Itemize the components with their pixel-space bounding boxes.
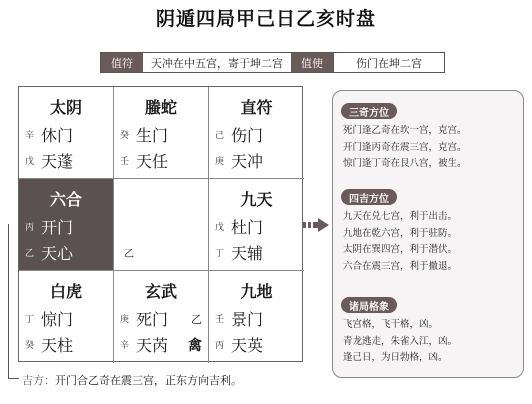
heaven-stem: 壬 [215,315,225,325]
palace-center5 [114,179,209,271]
earth-stem: 庚 [215,157,225,167]
heaven-stem: 辛 [25,131,35,141]
zhifu-label: 值符 [101,53,143,72]
star-name: 天任 [136,152,169,171]
heaven-stem: 癸 [120,131,130,141]
auspicious-direction-note [22,372,242,388]
palace-kun2 [209,87,304,179]
meta-bar [100,52,445,73]
star-name: 天蓬 [41,152,74,171]
earth-stem: 丙 [215,341,225,351]
heaven-stem: 丙 [25,223,35,233]
palace-kan1 [114,271,209,363]
footer-text: 开门合乙奇在震三宫，正东方向吉利。 [55,374,242,387]
analysis-panel [332,90,524,378]
center-stem: 乙 [124,249,134,260]
palace-god: 玄武 [144,282,177,301]
star-name: 天英 [231,336,264,355]
section-lines-sanqi [343,123,517,173]
zhifu-value: 天冲在中五宫，寄于坤二宫 [143,53,291,72]
callout-bracket [8,224,19,379]
palace-xun4 [19,87,114,179]
heaven-stem: 戊 [215,223,225,233]
palace-god: 螣蛇 [144,98,177,117]
section-title-geju: 诸局格象 [341,297,397,313]
section-lines-geju [343,317,517,367]
palace-gen8 [19,271,114,363]
earth-stem: 戊 [25,157,35,167]
earth-stem: 癸 [25,341,35,351]
page-title: 阴遁四局甲己日乙亥时盘 [155,8,376,30]
panel-line: 太阴在巽四宫，利于潜伏。 [343,244,458,255]
section-lines-siji [343,209,517,275]
section-title-siji: 四吉方位 [341,189,397,205]
door-name: 休门 [41,126,74,145]
heaven-stem: 己 [215,131,225,141]
door-name: 伤门 [231,126,264,145]
arrow-right-icon [303,218,329,232]
extra-star: 禽 [188,337,202,354]
palace-god: 太阴 [49,98,82,117]
palace-god: 直符 [240,98,273,117]
panel-line: 九天在兑七宫，利于出击。 [343,211,458,222]
footer-label: 吉方： [22,374,55,387]
palace-li9 [114,87,209,179]
star-name: 天辅 [231,244,264,263]
panel-line: 青龙逃走，朱雀入江，凶。 [343,335,458,347]
panel-line: 死门逢乙奇在坎一宫，克宫。 [343,125,467,136]
door-name: 杜门 [231,218,264,237]
star-name: 天柱 [41,336,74,355]
zhishi-label: 值使 [291,53,333,72]
palace-qian6 [209,271,304,363]
earth-stem: 丁 [215,249,225,259]
star-name: 天芮 [136,336,169,355]
door-name: 死门 [136,310,169,329]
heaven-stem: 庚 [120,315,130,325]
zhishi-value: 伤门在坤二宫 [333,53,444,72]
palace-god: 白虎 [49,282,82,301]
palace-dui7 [209,179,304,271]
panel-line: 惊门逢丁奇在艮八宫，被生。 [343,158,467,169]
panel-line: 开门逢丙奇在震三宫，克宫。 [343,141,467,153]
palace-grid [18,86,303,362]
earth-stem: 辛 [120,341,130,351]
palace-god: 六合 [49,190,82,209]
panel-line: 飞宫格，飞干格，凶。 [343,319,439,330]
panel-line: 逢己日，为日勃格，凶。 [343,352,448,363]
star-name: 天心 [41,244,74,263]
star-name: 天冲 [231,152,264,171]
heaven-stem: 丁 [25,315,35,325]
palace-zhen3-highlighted [19,179,114,271]
door-name: 开门 [41,218,74,237]
palace-god: 九地 [240,282,273,301]
palace-god: 九天 [240,190,273,209]
earth-stem: 壬 [120,157,130,167]
extra-stem: 乙 [191,312,202,326]
door-name: 景门 [231,310,264,329]
door-name: 生门 [136,126,169,145]
door-name: 惊门 [41,310,74,329]
panel-line: 九地在乾六宫，利于驻防。 [343,227,458,239]
section-title-sanqi: 三奇方位 [341,103,397,119]
earth-stem: 乙 [25,249,35,259]
panel-line: 六合在震三宫，利于撤退。 [343,260,458,272]
